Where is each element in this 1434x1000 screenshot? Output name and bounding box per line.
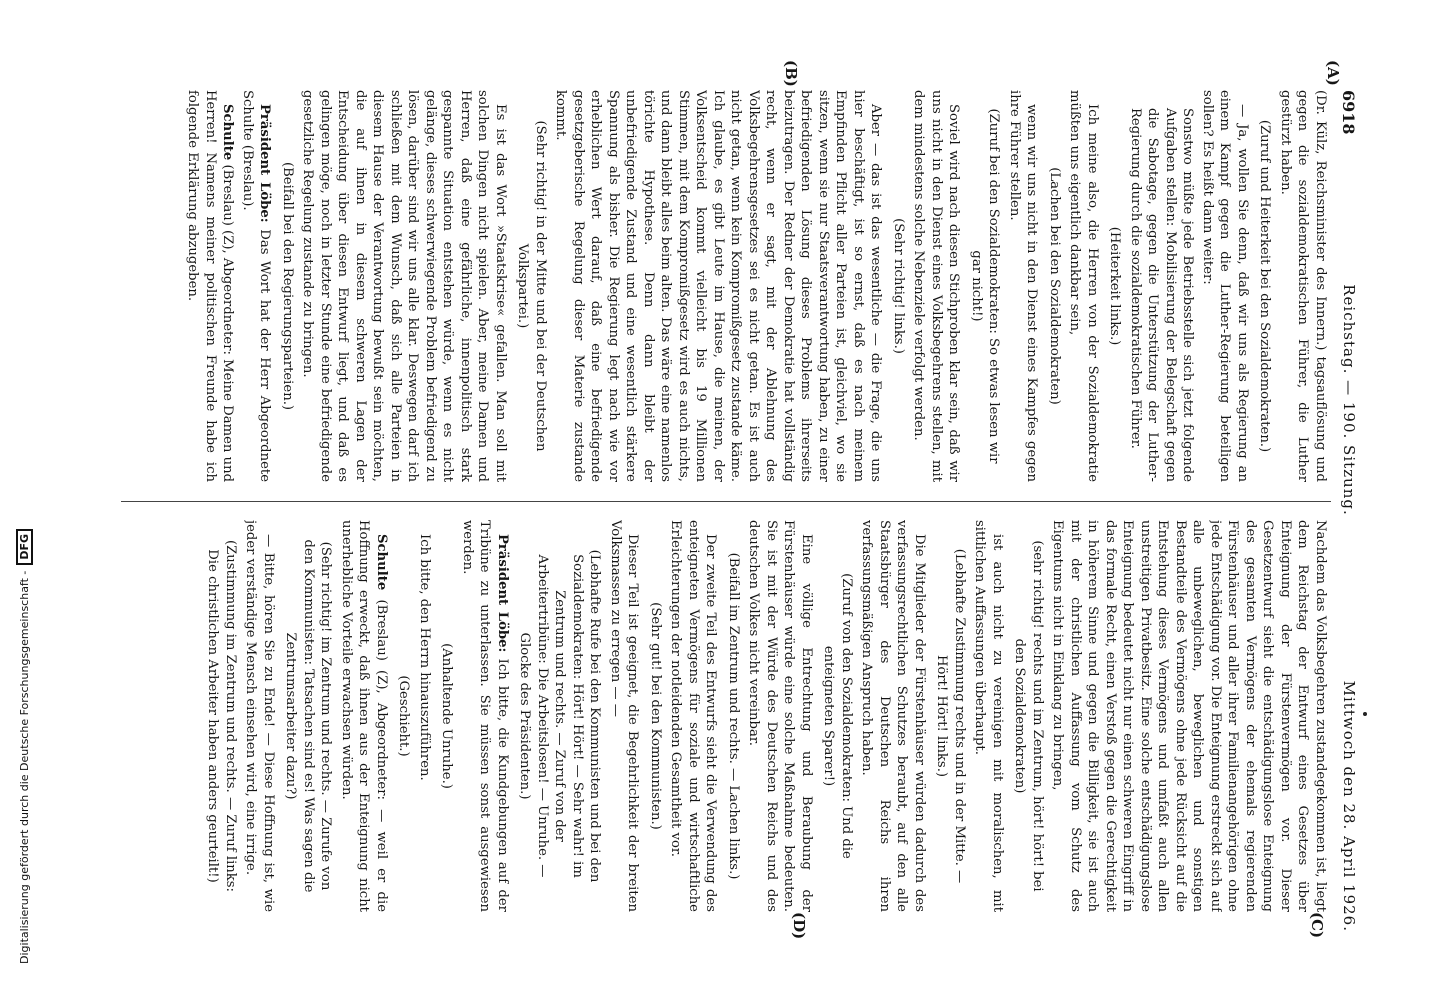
speaker-paragraph: [459, 520, 512, 912]
header-date: Mittwoch den 28. April 1926.: [1340, 680, 1358, 932]
speaker-text: (Breslau) (Z), Abgeordneter: Meine Damen und Herren! Namens meiner politischen Freunde habe ich folgende Erklärung abzugeben.: [185, 90, 236, 482]
speaker-name: Schulte: [374, 534, 389, 591]
body-paragraph: Nachdem das Volksbegehren zustandegekommen ist, liegt dem Reichstag der Entwurf eines Gesetzes über Enteignung der Fürstenvermögen vor. Dieser Gesetzentwurf sieht die entschädigungslose Enteignung des gesamten Vermögens der ehemals regierenden Fürstenhäuser und aller ihrer Familienangehörigen ohne jede Entschädigung vor. Die Enteignung erstreckt sich auf alle unbeweglichen, beweglichen und sonstigen Bestandteile des Vermögens ohne jede Rücksicht auf die Entstehung dieses Vermögens und umfaßt auch allen unstreitigen Privatbesitz. Eine solche entschädigungslose Enteignung bedeutet nicht nur einen schweren Eingriff in das formale Recht, einen Verstoß gegen die Gerechtigkeit in höherem Sinne und gegen die Billigkeit, sie ist auch mit der christlichen Auffassung vom Schutz des Eigentums nicht in Einklang zu bringen,: [1050, 520, 1328, 912]
stage-direction: (Zuruf bei den Sozialdemokraten: So etwas lesen wir gar nicht!): [969, 108, 1002, 464]
body-paragraph: — Bitte, hören Sie zu Ende! — Diese Hoffnung ist, wie jeder verständige Mensch einsehen wird, eine irrige.: [243, 520, 276, 912]
margin-marker-b: (B): [782, 60, 800, 87]
stage-direction: (Heiterkeit links.): [1107, 226, 1123, 346]
rotated-document-page: [97, 60, 1359, 940]
speck-mark: [1363, 712, 1367, 716]
column-divider: [121, 501, 1331, 502]
speaker-name: Präsident Löbe:: [495, 534, 510, 653]
body-paragraph: Es ist das Wort »Staatskrise« gefallen. Man soll mit solchen Dingen nicht spielen. Aber, meine Damen und Herren, daß eine gefährliche, innenpolitisch stark gespannte Situation entstehen würde, wenn es nicht gelänge, dieses schwerwiegende Problem befriedigend zu lösen, darüber sind wir uns alle klar. Deswegen darf ich schließen mit dem Wunsch, daß sich alle Parteien in diesem Hause der Verantwortung bewußt sein möchten, die auf ihnen in diesem schweren Lagen der Entscheidung über diesen Entwurf liegt, und daß es gelingen möge, noch in letzter Stunde eine befriedigende gesetzliche Regelung zustande zu bringen.: [300, 90, 508, 482]
speaker-text: (Breslau) (Z), Abgeordneter: — weil er die Hoffnung erweckt, daß ihnen aus der Enteignung nicht unerhebliche Vorteile erwachsen würden.: [339, 520, 389, 912]
right-text-column: [129, 520, 1329, 912]
body-paragraph: — Ja, wollen Sie denn, daß wir uns als Regierung an einem Kampf gegen die Luther-Regierung beteiligen sollen? Es heißt dann weiter:: [1200, 90, 1250, 482]
body-paragraph: Aber — das ist das wesentliche — die Frage, die uns hier beschäftigt, ist so ernst, daß es nach meinem Empfinden Pflicht aller Parteien ist, gleichviel, wo sie sitzen, wenn sie nur Staatsverantwortung haben, zu einer befriedigenden Lösung dieses Problems ihrerseits beizutragen. Der Redner der Demokratie hat vollständig recht, wenn er sagt, mit der Ablehnung des Volksbegehrensgesetzes sei es nicht getan. Es ist auch nicht getan, wenn kein Kompromißgesetz zustande käme. Ich glaube, es gibt Leute im Hause, die meinen, der Volksentscheid kommt vielleicht bis 19 Millionen Stimmen, mit dem Kompromißgesetz wird es auch nichts, und dann bleibt alles beim alten. Das wäre eine namenlos törichte Hypothese. Denn dann bleibt der unbefriedigende Zustand und eine wesentlich stärkere Spannung als bisher. Die Regierung legt nach wie vor erheblichen Wert darauf, daß eine befriedigende gesetzgeberische Regelung dieser Materie zustande kommt.: [553, 90, 884, 482]
margin-marker-a: (A): [1324, 60, 1342, 86]
digitization-footer: [16, 529, 33, 964]
speaker-paragraph: [239, 90, 274, 482]
body-paragraph: ist auch nicht zu vereinigen mit moralischen, mit sittlichen Auffassungen überhaupt.: [972, 520, 1005, 912]
running-header: Reichstag. — 190. Sitzung.: [1340, 284, 1358, 516]
body-paragraph: Ich meine also, die Herren von der Sozialdemokratie müßten uns eigentlich dankbar sein,: [1067, 90, 1100, 482]
speaker-name: Schulte: [220, 104, 236, 161]
body-paragraph: (Dr. Külz, Reichsminister des Innern.) tagsauflösung und gegen die sozialdemokratischen Führer, die Luther gestürzt haben.: [1278, 90, 1328, 482]
stage-direction: (Zuruf von den Sozialdemokraten: Und die enteigneten Sparer!): [821, 573, 854, 859]
stage-direction: (Lachen bei den Sozialdemokraten): [1047, 167, 1062, 405]
body-paragraph: Eine völlige Entrechtung und Beraubung der Fürstenhäuser würde eine solche Maßnahme bedeuten. Sie ist mit der Würde des Deutschen Reichs und des deutschen Volkes nicht vereinbar.: [746, 520, 814, 912]
stage-direction: (Lebhafte Rufe bei den Kommunisten und bei den Sozialdemokraten: Hört! Hört! — Sehr wahr! im Zentrum und rechts. — Zuruf von der Arbeitertribüne: Die Arbeitslosen! — Unruhe. — Glocke des Präsidenten.): [517, 549, 603, 883]
speaker-text: Das Wort hat der Herr Abgeordnete Schulte (Breslau).: [240, 90, 273, 482]
quoted-passage: Sonstwo müßte jede Betriebsstelle sich jetzt folgende Aufgaben stellen: Mobilisierung der Belegschaft gegen die Sabotage, gegen die Unterstützung der Luther-Regierung durch die sozialdemokratischen Führer.: [1128, 108, 1196, 482]
stage-direction: (Beifall bei den Regierungsparteien.): [280, 161, 295, 411]
body-paragraph: Soviel wird nach diesen Stichproben klar sein, daß wir uns nicht in den Dienst eines Volksbegehrens stellen, mit dem mindestens solche Nebenziele verfolgt werden.: [911, 90, 962, 482]
page-number: 6918: [1339, 90, 1358, 135]
body-paragraph: Ich bitte, den Herrn hinauszuführen.: [417, 534, 432, 781]
margin-marker-c: (C): [1308, 912, 1326, 939]
stage-direction: (Beifall im Zentrum und rechts. — Lachen links.): [726, 552, 741, 880]
speaker-paragraph: [184, 90, 237, 482]
margin-marker-d: (D): [790, 912, 808, 940]
dfg-logo: DFG: [16, 529, 33, 565]
stage-direction: (Geschieht.): [396, 675, 412, 757]
stage-direction: (Zuruf und Heiterkeit bei den Sozialdemokraten.): [1257, 119, 1273, 453]
body-paragraph: wenn wir uns nicht in den Dienst eines Kampfes gegen ihre Führer stellen.: [1007, 90, 1040, 482]
stage-direction: (Sehr gut! bei den Kommunisten.): [648, 602, 663, 830]
speaker-paragraph: [338, 520, 391, 912]
stage-direction: (sehr richtig! rechts und im Zentrum, hört! hört! bei den Sozialdemokraten): [1012, 540, 1045, 892]
stage-direction: (Sehr richtig! in der Mitte und bei der Deutschen Volkspartei.): [515, 120, 548, 452]
stage-direction: (Lebhafte Zustimmung rechts und in der Mitte. — Hört! Hört! links.): [934, 548, 967, 884]
speaker-text: Ich bitte, die Kundgebungen auf der Tribüne zu unterlassen. Sie müssen sonst ausgewiesen werden.: [460, 520, 510, 912]
stage-direction: (Sehr richtig! links.): [891, 218, 906, 354]
footer-text: Digitalisierung gefördert durch die Deutsche Forschungsgemeinschaft -: [18, 570, 31, 964]
stage-direction: (Zustimmung im Zentrum und rechts. — Zuruf links: Die christlichen Arbeiter haben anders geurteilt!): [205, 540, 238, 892]
body-paragraph: Der zweite Teil des Entwurfs sieht die Verwendung des enteigneten Vermögens für soziale und wirtschaftliche Erleichterungen der notleidenden Gesamtheit vor.: [668, 520, 719, 912]
speaker-name: Präsident Löbe:: [257, 104, 273, 223]
stage-direction: (Anhaltende Unruhe.): [439, 643, 455, 789]
body-paragraph: Dieser Teil ist geeignet, die Begehrlichkeit der breiten Volksmassen zu erregen — —: [608, 520, 641, 912]
body-paragraph: Die Mitglieder der Fürstenhäuser würden dadurch des verfassungsrechtlichen Schutzes beraubt, auf den alle Staatsbürger des Deutschen Reichs ihren verfassungsmäßigen Anspruch haben.: [859, 520, 927, 912]
stage-direction: (Sehr richtig! im Zentrum und rechts. — Zurufe von den Kommunisten: Tatsachen sind es! Was sagen die Zentrumsarbeiter dazu?): [283, 539, 334, 893]
left-text-column: [129, 90, 1329, 482]
